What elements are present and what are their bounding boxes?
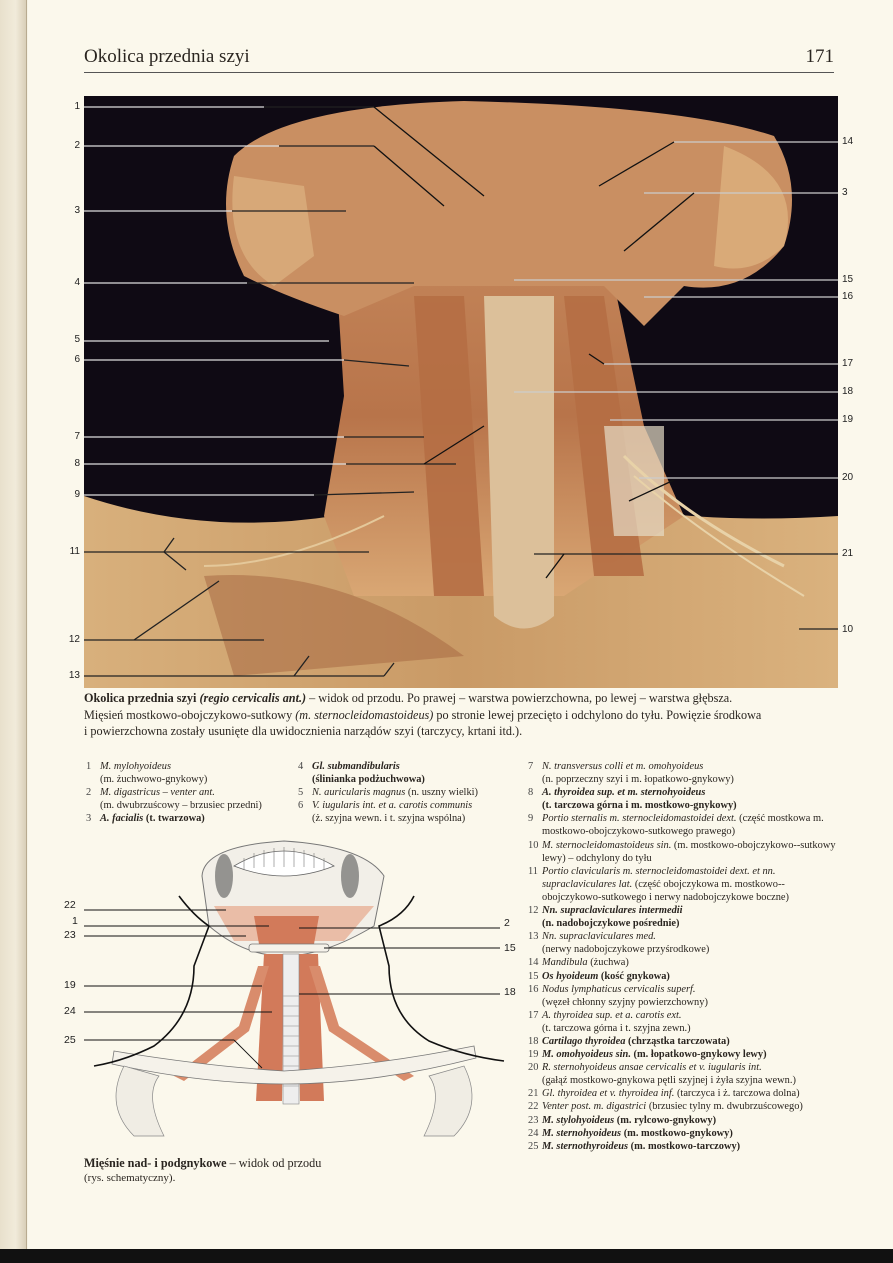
photo-label-16: 16 <box>842 291 854 302</box>
photo-label-5: 5 <box>74 334 80 345</box>
legend-item-6-polish: (ż. szyjna wewn. i t. szyjna wspólna) <box>312 813 466 825</box>
legend-item-6: 6 V. iugularis int. et a. carotis communis <box>298 800 473 812</box>
book-spine <box>0 0 27 1263</box>
legend-column-3 <box>528 760 840 1153</box>
legend-item-11: 11 Portio clavicularis m. sternocleidomastoidei dext. et nn. supraclaviculares lat. (część obojczykowa m. mostkowo--obojczykowo-sutkowego i nerwy nadobojczykowe boczne) <box>528 865 789 903</box>
legend-item-19: 19 M. omohyoideus sin. (m. łopatkowo-gnykowy lewy) <box>528 1049 767 1061</box>
legend-item-4-polish: (ślinianka podżuchwowa) <box>312 774 425 786</box>
legend-item-17: 17 A. thyroidea sup. et a. carotis ext. <box>528 1009 682 1021</box>
scan-bottom-edge <box>0 1249 893 1263</box>
legend-item-18: 18 Cartilago thyroidea (chrząstka tarczowata) <box>528 1035 730 1047</box>
legend-item-21: 21 Gl. thyroidea et v. thyroidea inf. (tarczyca i ż. tarczowa dolna) <box>528 1088 800 1100</box>
legend-item-16: 16 Nodus lymphaticus cervicalis superf. <box>528 983 696 995</box>
legend-item-9: 9 Portio sternalis m. sternocleidomastoidei dext. (część mostkowa m. mostkowo-obojczykowo-sutkowego prawego) <box>528 813 824 838</box>
caption-line1: – widok od przodu. Po prawej – warstwa powierzchowna, po lewej – warstwa głębsza. <box>306 691 733 705</box>
photo-label-2: 2 <box>74 140 80 151</box>
photo-caption <box>84 690 840 740</box>
diagram-label-22: 22 <box>64 899 76 911</box>
photo-label-20: 20 <box>842 472 854 483</box>
diagram-label-15: 15 <box>504 942 516 954</box>
legend-item-23: 23 M. stylohyoideus (m. rylcowo-gnykowy) <box>528 1114 717 1126</box>
legend-item-1: 1 M. mylohyoideus <box>86 761 171 772</box>
diagram-caption-line2: (rys. schematyczny). <box>84 1172 176 1184</box>
diagram-label-24: 24 <box>64 1005 76 1017</box>
caption-title: Okolica przednia szyi <box>84 691 197 705</box>
diagram-label-2: 2 <box>504 917 510 929</box>
legend-item-24: 24 M. sternohyoideus (m. mostkowo-gnykowy) <box>528 1127 733 1139</box>
diagram-label-19: 19 <box>64 979 76 991</box>
legend-item-22: 22 Venter post. m. digastrici (brzusiec tylny m. dwubrzuścowego) <box>528 1101 803 1113</box>
photo-label-9: 9 <box>74 489 80 500</box>
legend-item-13: 13 Nn. supraclaviculares med. <box>528 931 656 943</box>
photo-label-17: 17 <box>842 358 854 369</box>
legend-item-4: 4 Gl. submandibularis <box>298 761 400 772</box>
photo-label-7: 7 <box>74 431 80 442</box>
photo-label-3: 3 <box>74 205 80 216</box>
legend-item-7: 7 N. transversus colli et m. omohyoideus <box>528 761 704 772</box>
photo-label-3-right: 3 <box>842 187 848 198</box>
diagram-label-23: 23 <box>64 929 76 941</box>
caption-line2b: po stronie lewej przecięto i odchylono do tyłu. Powięzie środkowa <box>433 707 762 722</box>
legend-item-16-polish: (węzeł chłonny szyjny powierzchowny) <box>542 996 708 1008</box>
legend-item-1-polish: (m. żuchwowo-gnykowy) <box>100 774 208 786</box>
legend-item-5: 5 N. auricularis magnus (n. uszny wielki) <box>298 787 478 799</box>
legend-item-10: 10 M. sternocleidomastoideus sin. (m. mostkowo-obojczykowo--sutkowy lewy) – odchylony do tyłu <box>528 839 836 864</box>
caption-line2a: Mięsień mostkowo-obojczykowo-sutkowy <box>84 707 296 722</box>
diagram-label-25: 25 <box>64 1034 76 1046</box>
photo-label-13: 13 <box>68 670 80 681</box>
page-number: 171 <box>805 46 834 67</box>
diagram-label-1: 1 <box>72 915 78 927</box>
legend-item-12: 12 Nn. supraclaviculares intermedii <box>528 905 683 917</box>
legend-item-12-polish: (n. nadobojczykowe pośrednie) <box>542 918 680 930</box>
caption-latin: (regio cervicalis ant.) <box>199 691 307 705</box>
legend-item-3: 3 A. facialis (t. twarzowa) <box>86 813 205 825</box>
photo-label-18: 18 <box>842 386 854 397</box>
photo-label-1: 1 <box>74 101 80 112</box>
caption-line3: i powierzchowna zostały usunięte dla uwidocznienia narządów szyi (tarczycy, krtani itd.). <box>84 724 523 738</box>
photo-label-8: 8 <box>74 458 80 469</box>
legend-item-20-polish: (gałąź mostkowo-gnykowa pętli szyjnej i żyła szyjna wewn.) <box>542 1075 796 1087</box>
legend-item-8: 8 A. thyroidea sup. et m. sternohyoideus <box>528 787 706 799</box>
legend-column-1 <box>86 760 291 825</box>
legend-column-2 <box>298 760 523 825</box>
legend-item-8-polish: (t. tarczowa górna i m. mostkowo-gnykowy) <box>542 800 737 812</box>
diagram-caption-rest: – widok od przodu <box>226 1156 322 1170</box>
photo-label-15: 15 <box>842 274 854 285</box>
legend-item-25: 25 M. sternothyroideus (m. mostkowo-tarczowy) <box>528 1140 741 1152</box>
photo-label-10: 10 <box>842 624 854 635</box>
legend-item-15: 15 Os hyoideum (kość gnykowa) <box>528 970 670 982</box>
schematic-diagram <box>84 836 524 1151</box>
legend-item-14: 14 Mandibula (żuchwa) <box>528 957 629 969</box>
legend-item-20: 20 R. sternohyoideus ansae cervicalis et v. iugularis int. <box>528 1062 762 1074</box>
chapter-title: Okolica przednia szyi <box>84 46 250 67</box>
photo-label-19: 19 <box>842 414 854 425</box>
legend-item-2-polish: (m. dwubrzuścowy – brzusiec przedni) <box>100 800 262 812</box>
legend-item-2: 2 M. digastricus – venter ant. <box>86 787 215 799</box>
legend-item-13-polish: (nerwy nadobojczykowe przyśrodkowe) <box>542 944 710 956</box>
photo-label-14: 14 <box>842 136 854 147</box>
photo-label-6: 6 <box>74 354 80 365</box>
running-header <box>84 46 834 73</box>
photo-label-11: 11 <box>69 546 80 557</box>
photo-label-12: 12 <box>68 634 80 645</box>
legend-item-17-polish: (t. tarczowa górna i t. szyjna zewn.) <box>542 1022 691 1034</box>
diagram-label-18: 18 <box>504 986 516 998</box>
photo-label-4: 4 <box>74 277 80 288</box>
diagram-caption <box>84 1156 504 1186</box>
diagram-caption-title: Mięśnie nad- i podgnykowe <box>84 1156 227 1170</box>
caption-line2-latin: (m. sternocleidomastoideus) <box>295 707 434 722</box>
photo-label-21: 21 <box>842 548 854 559</box>
legend-item-7-polish: (n. poprzeczny szyi i m. łopatkowo-gnykowy) <box>542 774 734 786</box>
dissection-photo <box>84 96 838 688</box>
